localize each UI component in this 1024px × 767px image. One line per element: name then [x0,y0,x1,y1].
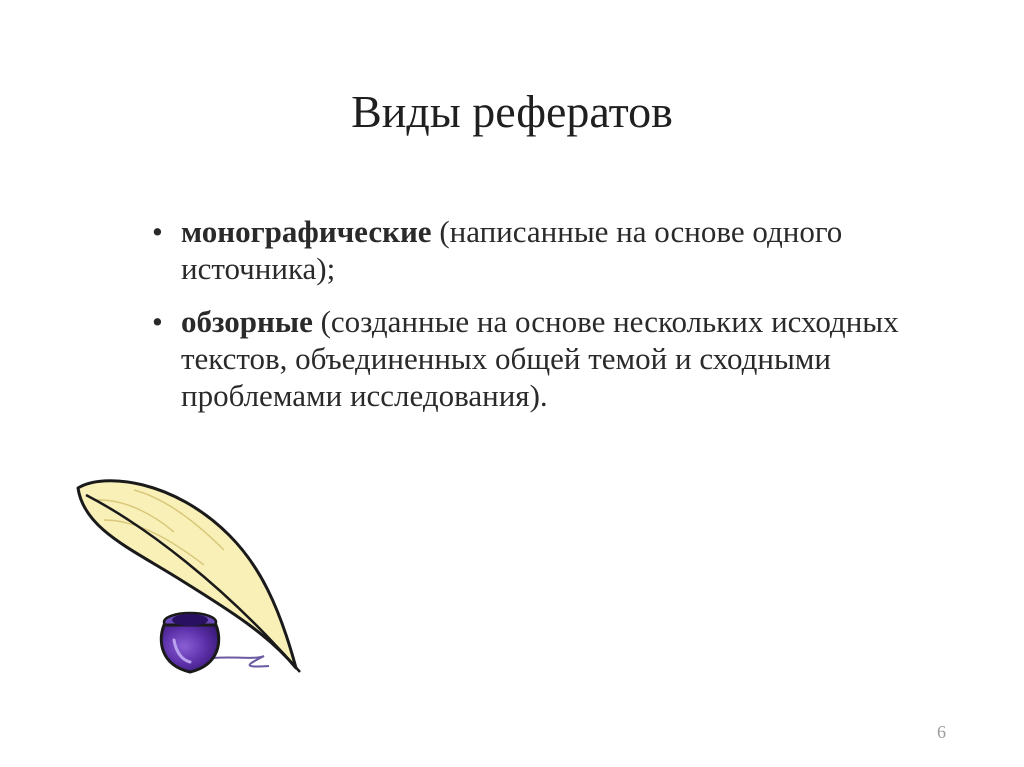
bullet-icon: • [152,214,163,249]
bullet-term: обзорные [181,304,313,339]
inkwell-icon [161,613,218,672]
bullet-description: (созданные на основе нескольких исходных текстов, объединенных общей темой и сходными проблемами исследования). [181,304,899,413]
slide-title: Виды рефератов [351,86,673,137]
page-number: 6 [937,722,946,742]
bullet-item-monographic [152,213,942,287]
quill-and-inkwell-icon [64,470,314,685]
bullet-icon: • [152,304,163,339]
bullet-term: монографические [181,214,432,249]
bullet-list [152,213,942,430]
bullet-item-review [152,303,942,414]
bullet-description: (написанные на основе одного источника); [181,214,843,286]
